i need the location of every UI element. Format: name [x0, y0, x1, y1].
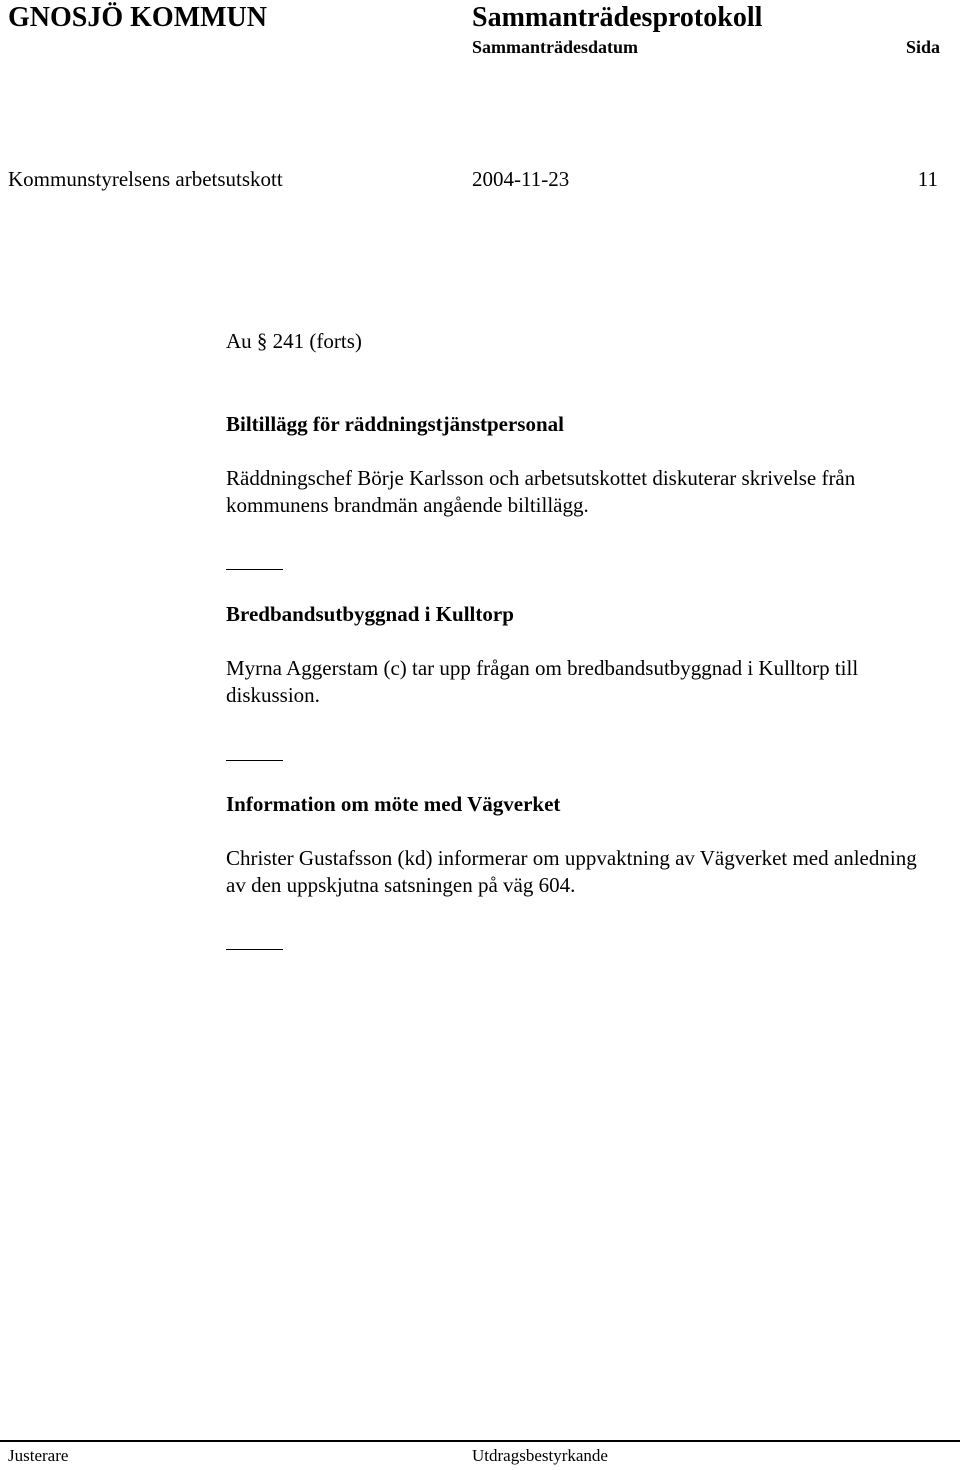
meeting-date: 2004-11-23	[472, 167, 570, 191]
separator-line	[226, 760, 283, 761]
paragraph-reference: Au § 241 (forts)	[226, 329, 362, 353]
page-number: 11	[917, 167, 938, 191]
organization-name: GNOSJÖ KOMMUN	[8, 2, 267, 33]
section-heading: Biltillägg för räddningstjänstpersonal	[226, 412, 564, 436]
date-label: Sammanträdesdatum	[472, 37, 639, 57]
footer-justerare-label: Justerare	[8, 1446, 69, 1465]
document-type: Sammanträdesprotokoll	[472, 2, 763, 33]
meeting-body: Kommunstyrelsens arbetsutskott	[8, 167, 283, 191]
footer-utdragsbestyrkande-label: Utdragsbestyrkande	[472, 1446, 608, 1465]
section-heading: Bredbandsutbyggnad i Kulltorp	[226, 602, 514, 626]
section-text: Myrna Aggerstam (c) tar upp frågan om bredbandsutbyggnad i Kulltorp till diskussion.	[226, 656, 859, 707]
section-text: Räddningschef Börje Karlsson och arbetsutskottet diskuterar skrivelse från kommunens brandmän angående biltillägg.	[226, 466, 856, 517]
section-text: Christer Gustafsson (kd) informerar om uppvaktning av Vägverket med anledning av den uppskjutna satsningen på väg 604.	[226, 846, 917, 897]
separator-line	[226, 569, 283, 570]
page-label: Sida	[905, 37, 940, 57]
separator-line	[226, 949, 283, 950]
footer-rule	[0, 1440, 960, 1442]
section-heading: Information om möte med Vägverket	[226, 792, 561, 816]
